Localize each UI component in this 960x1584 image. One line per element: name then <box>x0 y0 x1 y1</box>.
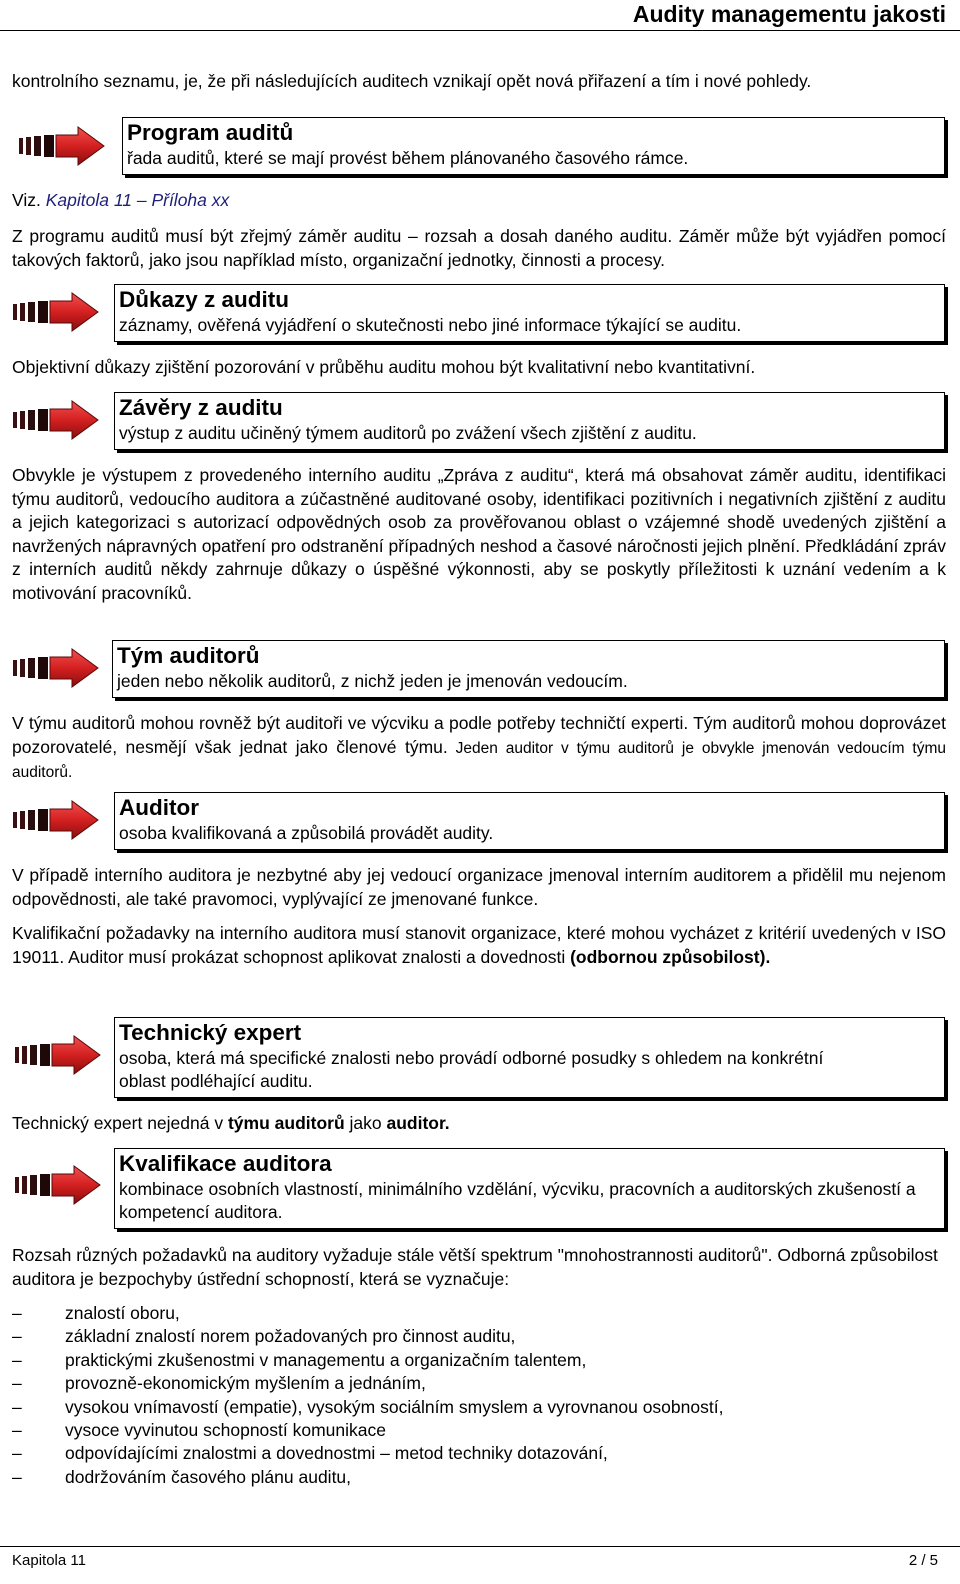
expert-text-2: jako <box>344 1113 387 1133</box>
list-item <box>12 1419 942 1442</box>
reference-prefix: Viz. <box>12 190 46 210</box>
team-paragraph <box>12 712 946 785</box>
expert-bold-2: auditor. <box>386 1113 450 1133</box>
definition-box-conclusions <box>114 392 945 450</box>
auditor-paragraph-1: V případě interního auditora je nezbytné aby jej vedoucí organizace jmenoval interním auditorem a přidělil mu nejenom odpovědnosti, ale také pravomoci, vyplývající ze jmenované funkce. <box>12 865 946 909</box>
list-item <box>12 1442 942 1465</box>
footer-divider <box>0 1546 960 1547</box>
program-paragraph: Z programu auditů musí být zřejmý záměr auditu – rozsah a dosah daného auditu. Záměr může být vyjádřen pomocí takových faktorů, jako jsou například místo, organizační jednotky, činnosti a procesy. <box>12 226 946 270</box>
qualification-paragraph: Rozsah různých požadavků na auditory vyžaduje stále větší spektrum "mnohostrannosti auditorů". Odborná způsobilost auditora je bezpochyby ústřední schopností, která se vyznačuje: <box>12 1245 938 1289</box>
definition-title: Tým auditorů <box>117 643 260 668</box>
definition-text: jeden nebo několik auditorů, z nichž jeden je jmenován vedoucím. <box>117 671 628 691</box>
list-item <box>12 1466 942 1489</box>
red-arrow-icon <box>12 1162 102 1208</box>
list-item <box>12 1325 942 1348</box>
definition-text: osoba, která má specifické znalosti nebo provádí odborné posudky s ohledem na konkrétní oblast podléhající auditu. <box>119 1048 824 1091</box>
footer-page-number: 2 / 5 <box>908 1552 938 1569</box>
definition-title: Auditor <box>119 795 199 820</box>
list-dash: – <box>12 1303 22 1323</box>
definition-box-qualification <box>114 1148 945 1229</box>
definition-title: Program auditů <box>127 120 294 145</box>
auditor-paragraph-2 <box>12 922 946 969</box>
list-item <box>12 1372 942 1395</box>
reference-line <box>12 189 946 213</box>
list-item-text: dodržováním časového plánu auditu, <box>65 1466 352 1487</box>
list-item <box>12 1396 942 1419</box>
definition-text: záznamy, ověřená vyjádření o skutečnosti nebo jiné informace týkající se auditu. <box>119 315 742 335</box>
red-arrow-icon <box>12 1032 102 1078</box>
list-dash: – <box>12 1396 22 1417</box>
team-paragraph-main: V týmu auditorů mohou rovněž být auditoři ve výcviku a podle potřeby techničtí experti. Tým auditorů mohou doprovázet pozorovatelé, nesmějí však jednat jako členové týmu. <box>12 713 946 757</box>
definition-box-expert <box>114 1017 945 1098</box>
definition-text: osoba kvalifikovaná a způsobilá provádět audity. <box>119 823 494 843</box>
list-dash: – <box>12 1373 22 1394</box>
list-item <box>12 1349 942 1372</box>
auditor-paragraph-2-bold: (odbornou způsobilost). <box>570 946 771 967</box>
expert-text-1: Technický expert nejedná v <box>12 1113 228 1133</box>
list-item-text: provozně-ekonomickým myšlením a jednáním, <box>65 1373 426 1394</box>
list-dash: – <box>12 1466 22 1487</box>
list-item-text: odpovídajícími znalostmi a dovednostmi – metod techniky dotazování, <box>65 1443 608 1464</box>
conclusions-paragraph: Obvykle je výstupem z provedeného interního auditu „Zpráva z auditu“, která má obsahovat záměr auditu, identifikaci týmu auditorů, vedoucího auditora a zúčastněné auditované osoby, identifikaci pozitivních i negativních zjištění z auditu a jejich kategorizaci s autorizací odpovědných osob za prověřovanou oblast o vzájemné shodě uvedených zjištění a navržených nápravných opatření pro odstranění případných neshod a časové náročnosti jejich plnění. Předkládání zpráv z interních auditů někdy zahrnuje důkazy o úspěšné výkonnosti, aby se poskytly příležitosti k uznání vedením a k motivování pracovníků. <box>12 465 946 603</box>
expert-paragraph <box>12 1112 946 1136</box>
list-item-text: vysokou vnímavostí (empatie), vysokým sociálním smyslem a vyrovnanou osobností, <box>65 1396 724 1417</box>
definition-text: kombinace osobních vlastností, minimálního vzdělání, výcviku, pracovních a auditorských zkušeností a kompetencí auditora. <box>119 1179 916 1222</box>
definition-box-program <box>122 117 945 175</box>
list-dash: – <box>12 1326 22 1347</box>
list-item-text: vysoce vyvinutou schopností komunikace <box>65 1419 386 1440</box>
evidence-paragraph: Objektivní důkazy zjištění pozorování v průběhu auditu mohou být kvalitativní nebo kvantitativní. <box>12 357 756 377</box>
red-arrow-icon <box>16 123 106 169</box>
definition-text: řada auditů, které se mají provést během plánovaného časového rámce. <box>127 148 689 168</box>
header-divider <box>0 30 960 31</box>
list-item <box>12 1302 942 1325</box>
page-header: Audity managementu jakosti <box>632 1 946 27</box>
red-arrow-icon <box>10 289 100 335</box>
red-arrow-icon <box>10 645 100 691</box>
footer-chapter: Kapitola 11 <box>12 1552 86 1569</box>
list-item-text: znalostí oboru, <box>65 1303 180 1323</box>
red-arrow-icon <box>10 397 100 443</box>
list-dash: – <box>12 1349 22 1370</box>
team-paragraph-note: Jeden auditor v týmu auditorů je obvykle jmenován vedoucím týmu auditorů. <box>12 739 946 781</box>
definition-box-auditor <box>114 792 945 850</box>
intro-paragraph: kontrolního seznamu, je, že při následujících auditech vznikají opět nová přiřazení a tím i nové pohledy. <box>12 71 812 91</box>
definition-box-evidence <box>114 284 945 342</box>
definition-text: výstup z auditu učiněný týmem auditorů po zvážení všech zjištění z auditu. <box>119 423 697 443</box>
list-item-text: praktickými zkušenostmi v managementu a organizačním talentem, <box>65 1349 587 1370</box>
definition-title: Důkazy z auditu <box>119 287 290 312</box>
red-arrow-icon <box>10 797 100 843</box>
list-item-text: základní znalostí norem požadovaných pro činnost auditu, <box>65 1326 516 1347</box>
expert-bold-1: týmu auditorů <box>227 1113 345 1133</box>
definition-box-team <box>112 640 945 698</box>
reference-link[interactable]: Kapitola 11 – Příloha xx <box>45 190 230 210</box>
definition-title: Závěry z auditu <box>119 395 283 420</box>
list-dash: – <box>12 1419 22 1440</box>
definition-title: Kvalifikace auditora <box>119 1151 332 1176</box>
definition-title: Technický expert <box>119 1020 302 1045</box>
auditor-paragraph-2-text: Kvalifikační požadavky na interního auditora musí stanovit organizace, které mohou vycházet z kritérií uvedených v ISO 19011. Auditor musí prokázat schopnost aplikovat znalosti a dovednosti <box>12 923 946 967</box>
competence-list <box>12 1302 942 1489</box>
list-dash: – <box>12 1443 22 1464</box>
